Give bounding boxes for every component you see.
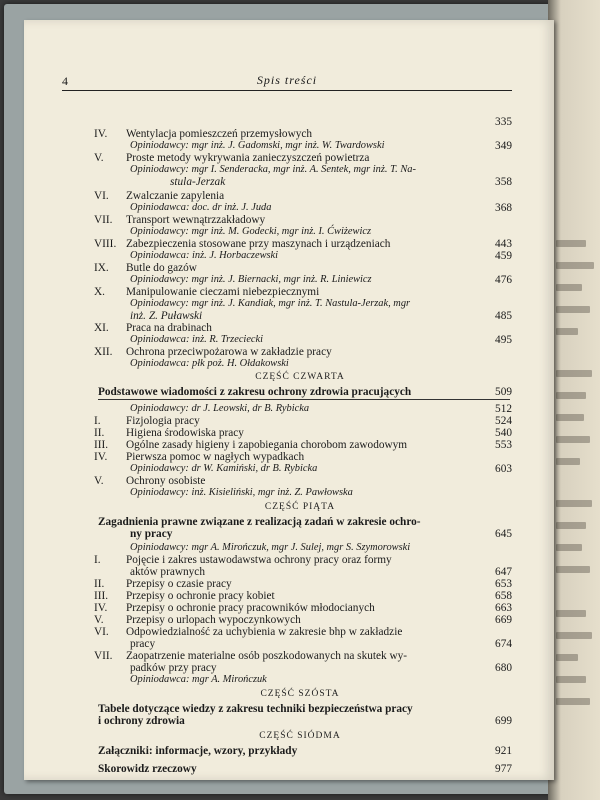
part-title-row [0,715,600,727]
toc-roman: IV. [94,128,108,140]
toc-roman: VIII. [94,238,117,250]
part-heading: CZĘŚĆ SIÓDMA [259,731,341,741]
toc-roman: IV. [94,602,108,614]
toc-page: 540 [495,427,512,439]
toc-title: Przepisy o ochronie pracy kobiet [126,590,275,602]
toc-reviewers: Opiniodawca: doc. dr inż. J. Juda [130,202,272,213]
toc-page: 509 [495,386,512,398]
toc-title: Odpowiedzialność za uchybienia w zakresie bhp w zakładzie [126,626,403,638]
toc-row [0,614,600,626]
toc-row [0,415,600,427]
part-title-row [0,745,600,757]
toc-row [0,638,600,650]
toc-title: Pierwsza pomoc w nagłych wypadkach [126,451,305,463]
toc-reviewers: Opiniodawca: inż. R. Trzeciecki [130,334,264,345]
toc-row [0,451,600,463]
toc-roman: VII. [94,214,113,226]
toc-reviewers: Opiniodawcy: dr J. Leowski, dr B. Rybicka [130,403,310,414]
toc-roman: V. [94,475,104,487]
index-title: Skorowidz rzeczowy [98,763,197,775]
toc-title: Zabezpieczenia stosowane przy maszynach i urządzeniach [126,238,391,250]
toc-title: Pojęcie i zakres ustawodawstwa ochrony pracy oraz formy [126,554,392,566]
toc-row [0,427,600,439]
toc-page: 669 [495,614,512,626]
toc-reviewers: Opiniodawcy: mgr A. Mirończuk, mgr J. Sulej, mgr S. Szymorowski [130,542,411,553]
toc-row [0,487,600,499]
toc-roman: III. [94,590,109,602]
toc-roman: IX. [94,262,109,274]
toc-reviewers: Opiniodawcy: mgr I. Senderacka, mgr inż. A. Sentek, mgr inż. T. Na- [130,164,416,175]
toc-page: 495 [495,334,512,346]
toc-row [0,334,600,346]
toc-title: Przepisy o urlopach wypoczynkowych [126,614,301,626]
toc-row [0,310,600,322]
toc-row [0,202,600,214]
toc-roman: VI. [94,190,109,202]
toc-reviewers: Opiniodawcy: dr W. Kamiński, dr B. Rybicka [130,463,318,474]
toc-reviewers: Opiniodawca: płk poż. H. Ołdakowski [130,358,289,369]
toc-title-cont: pracy [130,638,156,650]
toc-roman: VI. [94,626,109,638]
toc-page: 476 [495,274,512,286]
toc-title: Butle do gazów [126,262,197,274]
toc-row [0,164,600,176]
toc-page: 524 [495,415,512,427]
toc-title: Praca na drabinach [126,322,212,334]
toc-row [0,554,600,566]
part-title-row [0,703,600,715]
part-title-cont: i ochrony zdrowia [98,715,185,727]
toc-row [0,542,600,554]
toc-title: Wentylacja pomieszczeń przemysłowych [126,128,313,140]
toc-row [0,262,600,274]
toc-roman: I. [94,554,101,566]
toc-roman: V. [94,614,104,626]
toc-page: 443 [495,238,512,250]
toc-page: 680 [495,662,512,674]
toc-page: 335 [495,116,512,128]
toc-row [0,602,600,614]
toc-page: 459 [495,250,512,262]
toc-page: 653 [495,578,512,590]
part-title: Zagadnienia prawne związane z realizacją zadań w zakresie ochro- [98,516,421,528]
toc-row [0,578,600,590]
toc-roman: IV. [94,451,108,463]
toc-row [0,590,600,602]
toc-page: 645 [495,528,512,540]
toc-title: Zwalczanie zapylenia [126,190,225,202]
toc-page: 358 [495,176,512,188]
toc-page: 977 [495,763,512,775]
toc-row [0,190,600,202]
part-title: Tabele dotyczące wiedzy z zakresu techniki bezpieczeństwa pracy [98,703,413,715]
toc-title: Ochrony osobiste [126,475,206,487]
toc-roman: XI. [94,322,109,334]
page-number: 4 [62,74,68,88]
toc-title: Ochrona przeciwpożarowa w zakładzie pracy [126,346,332,358]
toc-row [0,140,600,152]
part-heading: CZĘŚĆ CZWARTA [255,372,345,382]
toc-row [0,403,600,415]
toc-row [0,439,600,451]
toc-row [0,274,600,286]
toc-reviewers: Opiniodawca: inż. J. Horbaczewski [130,250,279,261]
toc-row [0,152,600,164]
toc-page: 647 [495,566,512,578]
toc-title-cont: padków przy pracy [130,662,217,674]
toc-title: Proste metody wykrywania zanieczyszczeń powietrza [126,152,370,164]
toc-title: Ogólne zasady higieny i zapobiegania chorobom zawodowym [126,439,408,451]
toc-row [0,250,600,262]
toc-roman: III. [94,439,109,451]
running-title: Spis treści [256,73,318,87]
toc-page: 663 [495,602,512,614]
part-title-row [0,516,600,528]
toc-page: 658 [495,590,512,602]
toc-row [0,662,600,674]
toc-reviewers: Opiniodawca: mgr A. Mirończuk [130,674,267,685]
toc-row [0,475,600,487]
toc-reviewers: stula-Jerzak [170,176,226,188]
toc-row [0,626,600,638]
part-title-cont: ny pracy [130,528,173,540]
part-title: Podstawowe wiadomości z zakresu ochrony zdrowia pracujących [98,386,412,398]
toc-reviewers: Opiniodawcy: mgr inż. J. Kandiak, mgr inż. T. Nastula-Jerzak, mgr [130,298,411,309]
toc-row [0,298,600,310]
toc-reviewers: inż. Z. Puławski [130,310,203,322]
toc-page: 485 [495,310,512,322]
toc-row [0,358,600,370]
toc-reviewers: Opiniodawcy: inż. Kisieliński, mgr inż. Z. Pawłowska [130,487,353,498]
toc-row [0,238,600,250]
toc-roman: X. [94,286,105,298]
toc-row [0,346,600,358]
annex-title: Załączniki: informacje, wzory, przykłady [98,745,298,757]
toc-reviewers: Opiniodawcy: mgr inż. M. Godecki, mgr inż. I. Ćwiżewicz [130,226,371,237]
toc-title: Fizjologia pracy [126,415,200,427]
toc-row [0,650,600,662]
toc-row [0,286,600,298]
toc-title: Transport wewnątrzzakładowy [126,214,266,226]
toc-roman: II. [94,427,105,439]
toc-page: 553 [495,439,512,451]
title-underline [98,399,510,400]
part-title-row [0,763,600,775]
toc-roman: XII. [94,346,113,358]
toc-roman: V. [94,152,104,164]
toc-row [0,226,600,238]
toc-roman: I. [94,415,101,427]
toc-page: 674 [495,638,512,650]
toc-title: Zaopatrzenie materialne osób poszkodowanych na skutek wy- [126,650,408,662]
toc-title-cont: aktów prawnych [130,566,205,578]
toc-title: Przepisy o czasie pracy [126,578,232,590]
toc-page: 921 [495,745,512,757]
part-title-row [0,528,600,540]
toc-reviewers: Opiniodawcy: mgr inż. J. Gadomski, mgr inż. W. Twardowski [130,140,385,151]
toc-title: Higiena środowiska pracy [126,427,244,439]
toc-page: 603 [495,463,512,475]
toc-roman: VII. [94,650,113,662]
part-heading: CZĘŚĆ SZÓSTA [260,689,340,699]
toc-row [0,214,600,226]
toc-page: 699 [495,715,512,727]
toc-row [0,128,600,140]
toc-roman: II. [94,578,105,590]
toc-row [0,674,600,686]
toc-page: 349 [495,140,512,152]
toc-page: 368 [495,202,512,214]
toc-row [0,176,600,188]
part-title-row [0,386,600,398]
toc-page: 512 [495,403,512,415]
toc-row [0,463,600,475]
toc-reviewers: Opiniodawcy: mgr inż. J. Biernacki, mgr inż. R. Liniewicz [130,274,372,285]
toc-title: Manipulowanie cieczami niebezpiecznymi [126,286,320,298]
toc-row [0,322,600,334]
toc-row [0,116,600,128]
toc-row [0,566,600,578]
part-heading: CZĘŚĆ PIĄTA [264,502,336,512]
toc-title: Przepisy o ochronie pracy pracowników młodocianych [126,602,375,614]
